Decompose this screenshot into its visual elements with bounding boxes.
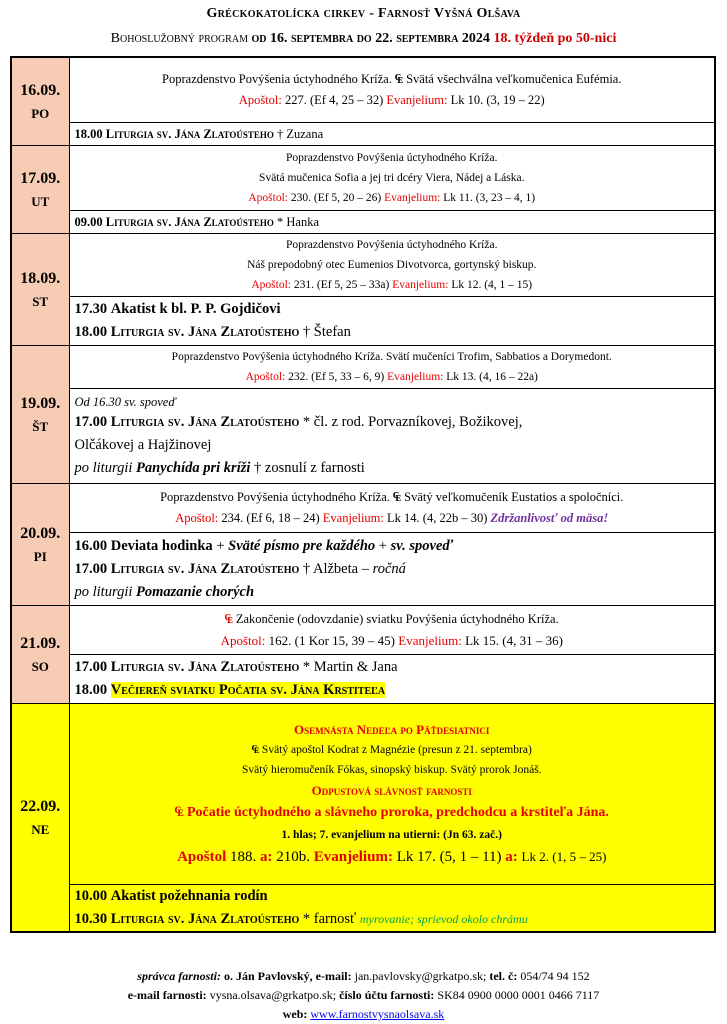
feast-text: Poprazdenstvo Povýšenia úctyhodného Kríža. [160, 490, 390, 504]
day-weekday: UT [31, 193, 50, 209]
schedule-table [10, 56, 716, 933]
day-row-22 [11, 704, 715, 885]
service-entry [69, 211, 715, 234]
service-title: Večiereň sviatku Počatia sv. Jána Krstiteľa [110, 682, 386, 698]
day-date: 17.09. [20, 169, 61, 187]
confession-label: sv. spoveď [390, 537, 454, 554]
gospel-label: Evanjelium: [322, 511, 384, 525]
alt-label: a: [260, 849, 273, 865]
apostle-label: Apoštol: [248, 192, 288, 204]
day-cell [11, 704, 69, 933]
apostle-label: Apoštol [177, 849, 227, 865]
service-title: Liturgia sv. Jána Zlatoústeho [110, 324, 300, 340]
gospel-reading: Lk 10. (3, 19 – 22) [450, 93, 545, 107]
service-intention: * čl. z rod. Porvazníkovej, Božikovej, [302, 413, 523, 430]
saint-text: Svätý hieromučeník Fókas, sinopský biskup. Svätý prorok Jonáš. [241, 764, 542, 776]
service-time: 10.30 [74, 911, 108, 927]
feast-text: Počatie úctyhodného a slávneho proroka, predchodcu a krstiteľa Jána. [186, 805, 609, 820]
day-date: 18.09. [20, 269, 61, 287]
after-liturgy-label: po liturgii [74, 583, 133, 600]
sunday-title: Osemnásta Nedeľa po Päťdesiatnici [294, 722, 490, 737]
saint-text: Svätý veľkomučeník Eustatios a spoločníci. [404, 490, 624, 504]
gospel-label: Evanjelium: [384, 192, 441, 204]
service-title: Akatist požehnania rodín [110, 888, 268, 904]
gospel-reading: Lk 12. (4, 1 – 15) [451, 279, 533, 291]
service-intention: * Martin & Jana [302, 659, 398, 675]
page-title: Gréckokatolícka cirkev - Farnosť Vyšná Olšava [206, 6, 521, 21]
feast-text: Poprazdenstvo Povýšenia úctyhodného Kríža. Svätí mučeníci Trofim, Sabbatios a Dorymedont. [171, 351, 612, 363]
program-prefix: Bohoslužobný program [110, 31, 248, 46]
apostle-reading: 231. (Ef 5, 25 – 33a) [293, 279, 390, 291]
web-label: web: [282, 1007, 308, 1021]
service-title: Liturgia sv. Jána Zlatoústeho [110, 560, 300, 577]
liturgical-info [69, 234, 715, 297]
day-cell [11, 346, 69, 484]
day-date: 21.09. [20, 634, 61, 652]
gospel-label: Evanjelium: [313, 849, 393, 865]
apostle-label: Apoštol: [175, 511, 219, 525]
service-intention: † Alžbeta – [302, 560, 369, 577]
liturgical-info [69, 484, 715, 533]
day-weekday: PO [31, 105, 50, 121]
day-row-17 [11, 146, 715, 211]
apostle-reading-alt: 210b. [276, 849, 311, 865]
service-time: 16.00 [74, 537, 108, 554]
alt-label: a: [505, 849, 518, 865]
service-intention: * farnosť [302, 911, 357, 927]
after-liturgy-title: Panychída pri kríži [136, 459, 251, 476]
service-title: Akatist k bl. P. P. Gojdičovi [110, 301, 281, 317]
feast-text: Zakončenie (odovzdanie) sviatku Povýšenia úctyhodného Kríža. [235, 612, 559, 626]
service-time: 10.00 [74, 888, 108, 904]
week-label: 18. týždeň po 50-nici [493, 31, 617, 46]
service-time: 17.00 [74, 413, 108, 430]
service-time: 09.00 [74, 215, 103, 229]
gospel-reading: Lk 13. (4, 16 – 22a) [446, 371, 538, 383]
day-cell [11, 234, 69, 346]
confession-note: Od 16.30 sv. spoveď [74, 394, 176, 409]
service-title: Liturgia sv. Jána Zlatoústeho [110, 413, 300, 430]
apostle-reading: 234. (Ef 6, 18 – 24) [221, 511, 320, 525]
gospel-label: Evanjelium: [398, 633, 462, 648]
admin-label: správca farnosti: [137, 969, 221, 983]
apostle-label: Apoštol: [220, 633, 266, 648]
day-cell [11, 57, 69, 146]
saint-text: Náš prepodobný otec Eumenios Divotvorca, gortynský biskup. [247, 259, 537, 271]
service-intention: † Štefan [302, 324, 351, 340]
feast-symbol-icon: ₠ [224, 612, 233, 626]
apostle-reading: 230. (Ef 5, 20 – 26) [290, 192, 382, 204]
admin-phone: 054/74 94 152 [520, 969, 590, 983]
day-weekday: NE [31, 821, 50, 837]
day-date: 16.09. [20, 81, 61, 99]
scripture-label: Sväté písmo pre každého [228, 537, 376, 554]
admin-email[interactable]: jan.pavlovsky@grkatpo.sk [354, 969, 484, 983]
service-intention-cont: Olčákovej a Hajžinovej [74, 436, 212, 453]
day-row-20 [11, 484, 715, 533]
service-intention: * Hanka [277, 215, 319, 229]
program-subtitle [0, 31, 727, 47]
saint-text: Svätý apoštol Kodrat z Magnézie (presun z 21. septembra) [261, 744, 532, 756]
apostle-reading: 232. (Ef 5, 33 – 6, 9) [288, 371, 385, 383]
after-liturgy-title: Pomazanie chorých [136, 583, 255, 600]
admin-name: o. Ján Pavlovský, [223, 969, 313, 983]
service-time: 18.00 [74, 127, 103, 141]
service-title: Liturgia sv. Jána Zlatoústeho [105, 127, 274, 141]
services [69, 533, 715, 606]
day-cell [11, 146, 69, 234]
liturgical-info [69, 704, 715, 885]
gospel-reading: Lk 14. (4, 22b – 30) [387, 511, 488, 525]
services [69, 297, 715, 346]
saint-text: Svätá mučenica Sofia a jej tri dcéry Viera, Nádej a Láska. [259, 172, 525, 184]
apostle-label: Apoštol: [238, 93, 282, 107]
apostle-reading: 227. (Ef 4, 25 – 32) [284, 93, 384, 107]
footer: správca farnosti: o. Ján Pavlovský, e-mail: jan.pavlovsky@grkatpo.sk; tel. č: 054/74 94 152 e-mail farnosti: vysna.olsava@grkatpo.sk; číslo účtu farnosti: SK84 0900 0000 0001 0466 7117 web: www.farnostvysnaolsava.sk [127, 969, 600, 1021]
feast-text: Poprazdenstvo Povýšenia úctyhodného Kríža. [162, 72, 392, 86]
feast-symbol-icon: ₠ [174, 805, 184, 820]
feast-text: Poprazdenstvo Povýšenia úctyhodného Kríža. [286, 239, 498, 251]
day-weekday: PI [33, 548, 47, 564]
gospel-reading-alt: Lk 2. (1, 5 – 25) [521, 849, 607, 864]
day-weekday: ŠT [32, 418, 49, 434]
day-date: 22.09. [20, 797, 61, 815]
after-liturgy-label: po liturgii [74, 459, 133, 476]
tone-text: 1. hlas; 7. evanjelium na utierni: (Jn 63. zač.) [281, 829, 502, 841]
service-note: myrovanie; sprievod okolo chrámu [359, 912, 528, 926]
tel-label: tel. č: [489, 969, 518, 983]
service-time: 17.00 [74, 560, 108, 577]
day-row-18 [11, 234, 715, 297]
day-cell [11, 484, 69, 606]
plus-sign: + [378, 537, 387, 554]
feast-symbol-icon: ₠ [393, 490, 401, 504]
day-date: 19.09. [20, 394, 61, 412]
services [69, 389, 715, 484]
services [69, 655, 715, 704]
liturgical-info [69, 346, 715, 389]
service-title: Liturgia sv. Jána Zlatoústeho [110, 659, 300, 675]
day-row-19 [11, 346, 715, 389]
after-liturgy-intention: † zosnulí z farnosti [254, 459, 365, 476]
gospel-reading: Lk 17. (5, 1 – 11) [396, 849, 502, 865]
day-weekday: ST [32, 293, 49, 309]
apostle-reading: 188. [230, 849, 257, 865]
service-time: 17.30 [74, 301, 108, 317]
apostle-label: Apoštol: [251, 279, 291, 291]
day-cell [11, 606, 69, 704]
account-number: SK84 0900 0000 0001 0466 7117 [437, 988, 600, 1002]
program-range: od 16. septembra do 22. septembra 2024 [251, 31, 490, 46]
day-weekday: SO [31, 658, 49, 674]
apostle-reading: 162. (1 Kor 15, 39 – 45) [268, 633, 396, 648]
service-time: 18.00 [74, 324, 108, 340]
account-label: číslo účtu farnosti: [339, 988, 435, 1002]
apostle-label: Apoštol: [245, 371, 286, 383]
website-link[interactable]: www.farnostvysnaolsava.sk [310, 1007, 445, 1021]
service-time: 18.00 [74, 682, 108, 698]
service-title: Deviata hodinka [110, 537, 213, 554]
service-time: 17.00 [74, 659, 108, 675]
patron-feast-title: Odpustová slávnosť farnosti [311, 783, 472, 798]
day-date: 20.09. [20, 524, 61, 542]
gospel-label: Evanjelium: [392, 279, 449, 291]
service-note: ročná [372, 560, 406, 577]
service-entry [69, 123, 715, 146]
gospel-label: Evanjelium: [387, 371, 444, 383]
saint-text: Svätá všechválna veľkomučenica Eufémia. [406, 72, 622, 86]
day-row-21 [11, 606, 715, 655]
gospel-reading: Lk 15. (4, 31 – 36) [465, 633, 563, 648]
gospel-label: Evanjelium: [386, 93, 448, 107]
plus-sign: + [216, 537, 225, 554]
liturgical-info [69, 57, 715, 123]
parish-email-label: e-mail farnosti: [127, 988, 207, 1002]
parish-email[interactable]: vysna.olsava@grkatpo.sk [209, 988, 333, 1002]
liturgical-info [69, 146, 715, 211]
service-title: Liturgia sv. Jána Zlatoústeho [110, 911, 300, 927]
feast-text: Poprazdenstvo Povýšenia úctyhodného Kríža. [286, 152, 498, 164]
email-label: e-mail: [315, 969, 352, 983]
day-row-16 [11, 57, 715, 123]
liturgical-info [69, 606, 715, 655]
feast-symbol-icon: ₠ [251, 744, 260, 756]
service-intention: † Zuzana [277, 127, 324, 141]
feast-symbol-icon: ₠ [394, 72, 403, 86]
service-title: Liturgia sv. Jána Zlatoústeho [105, 215, 274, 229]
abstinence-note: Zdržanlivosť od mäsa! [490, 511, 609, 525]
gospel-reading: Lk 11. (3, 23 – 4, 1) [443, 192, 536, 204]
services [69, 885, 715, 933]
